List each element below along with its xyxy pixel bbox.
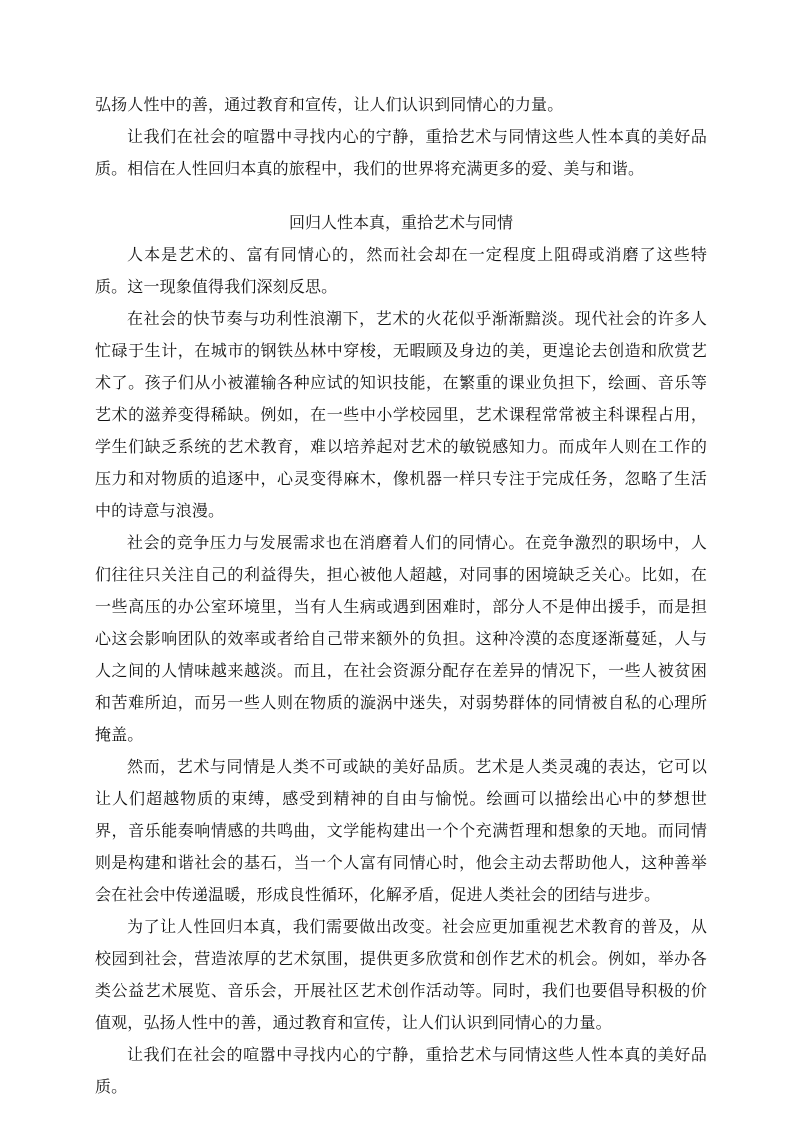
paragraph-closing: 让我们在社会的喧嚣中寻找内心的宁静，重拾艺术与同情这些人性本真的美好品质。相信在人性回归本真的旅程中，我们的世界将充满更多的爱、美与和谐。 xyxy=(95,127,707,178)
paragraph: 社会的竞争压力与发展需求也在消磨着人们的同情心。在竞争激烈的职场中，人们往往只关注自己的利益得失，担心被他人超越，对同事的困境缺乏关心。比如，在一些高压的办公室环境里，当有人生病或遇到困难时，部分人不是伸出援手，而是担心这会影响团队的效率或者给自己带来额外的负担。这种冷漠的态度逐渐蔓延，人与人之间的人情味越来越淡。而且，在社会资源分配存在差异的情况下，一些人被贫困和苦难所迫，而另一些人则在物质的漩涡中迷失，对弱势群体的同情被自私的心理所掩盖。 xyxy=(95,533,707,744)
document-page xyxy=(95,89,707,1103)
paragraph: 然而，艺术与同情是人类不可或缺的美好品质。艺术是人类灵魂的表达，它可以让人们超越物质的束缚，感受到精神的自由与愉悦。绘画可以描绘出心中的梦想世界，音乐能奏响情感的共鸣曲，文学能构建出一个个充满哲理和想象的天地。而同情则是构建和谐社会的基石，当一个人富有同情心时，他会主动去帮助他人，这种善举会在社会中传递温暖，形成良性循环，化解矛盾，促进人类社会的团结与进步。 xyxy=(95,757,707,904)
paragraph: 人本是艺术的、富有同情心的，然而社会却在一定程度上阻碍或消磨了这些特质。这一现象值得我们深刻反思。 xyxy=(95,245,707,296)
section-gap xyxy=(95,185,707,207)
paragraph: 让我们在社会的喧嚣中寻找内心的宁静，重拾艺术与同情这些人性本真的美好品质。 xyxy=(95,1045,707,1096)
paragraph: 在社会的快节奏与功利性浪潮下，艺术的火花似乎渐渐黯淡。现代社会的许多人忙碌于生计，在城市的钢铁丛林中穿梭，无暇顾及身边的美，更遑论去创造和欣赏艺术了。孩子们从小被灌输各种应试的知识技能，在繁重的课业负担下，绘画、音乐等艺术的滋养变得稀缺。例如，在一些中小学校园里，艺术课程常常被主科课程占用，学生们缺乏系统的艺术教育，难以培养起对艺术的敏锐感知力。而成年人则在工作的压力和对物质的追逐中，心灵变得麻木，像机器一样只专注于完成任务，忽略了生活中的诗意与浪漫。 xyxy=(95,309,707,520)
article-title: 回归人性本真，重拾艺术与同情 xyxy=(288,213,513,232)
paragraph: 为了让人性回归本真，我们需要做出改变。社会应更加重视艺术教育的普及，从校园到社会，营造浓厚的艺术氛围，提供更多欣赏和创作艺术的机会。例如，举办各类公益艺术展览、音乐会，开展社区艺术创作活动等。同时，我们也要倡导积极的价值观，弘扬人性中的善，通过教育和宣传，让人们认识到同情心的力量。 xyxy=(95,917,707,1032)
paragraph-continued: 弘扬人性中的善，通过教育和宣传，让人们认识到同情心的力量。 xyxy=(95,95,564,114)
